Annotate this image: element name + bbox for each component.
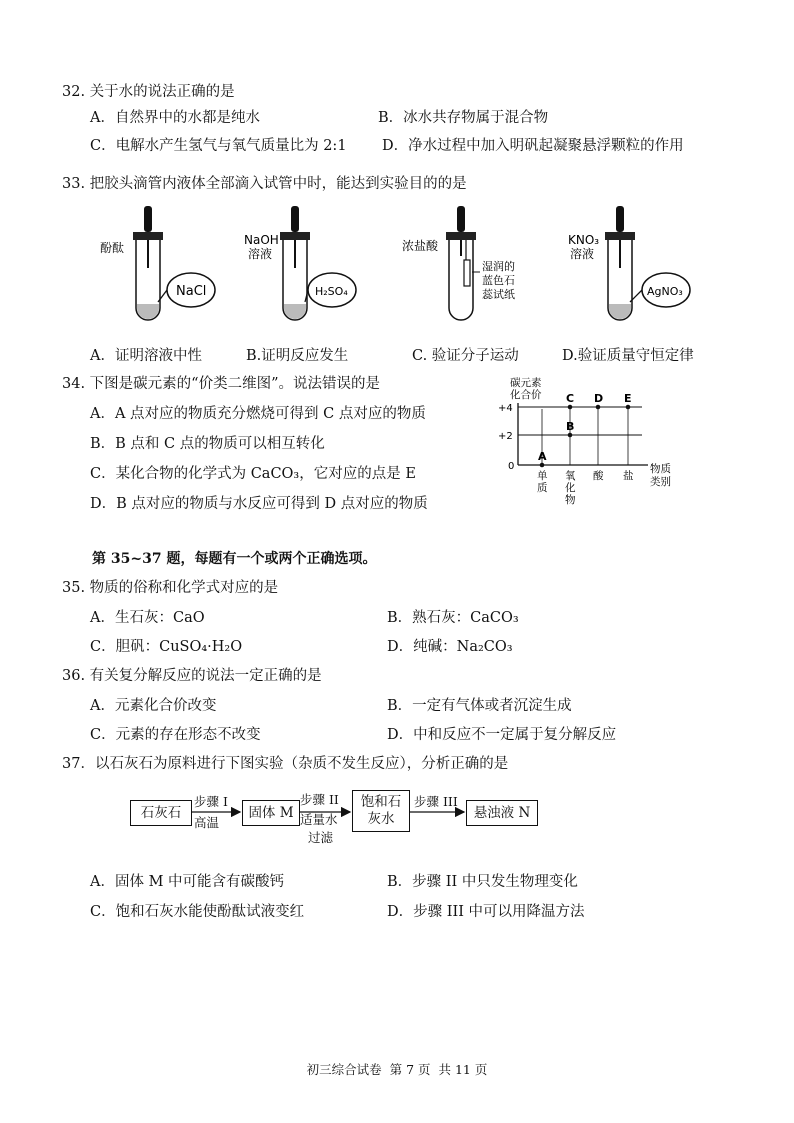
chart-point-D — [596, 405, 601, 410]
chart-category-label: 酸 — [593, 470, 604, 482]
chart-category-label: 单 — [537, 470, 548, 482]
flow-box-solid-m: 固体 M — [242, 800, 300, 826]
tube-1-figure — [100, 206, 215, 320]
chart-category-label: 化 — [565, 482, 576, 494]
q37-option-b: B．步骤 II 中只发生物理变化 — [387, 874, 578, 890]
q34-stem: 34. 下图是碳元素的“价类二维图”。说法错误的是 — [62, 376, 380, 392]
q36-option-a: A．元素化合价改变 — [90, 698, 217, 714]
q33-option-a: A．证明溶液中性 — [90, 348, 202, 364]
q32-option-b: B．冰水共存物属于混合物 — [378, 110, 549, 126]
q35-option-d: D．纯碱：Na₂CO₃ — [387, 639, 513, 655]
chart-point-A — [540, 463, 545, 468]
tube-4-reagent-line1: KNO₃ — [568, 233, 600, 247]
chart-category-label: 盐 — [623, 470, 634, 482]
q35-stem: 35. 物质的俗称和化学式对应的是 — [62, 580, 279, 596]
flow-box-limewater — [352, 790, 410, 832]
tube-4-figure — [568, 206, 690, 320]
flow-box3-line1: 饱和石 — [360, 794, 402, 810]
chart-ylabel-line1: 碳元素 — [510, 377, 542, 389]
q34-option-d: D．B 点对应的物质与水反应可得到 D 点对应的物质 — [90, 496, 428, 512]
flow-step1-bottom: 高温 — [194, 815, 220, 830]
chart-ytick-label: 0 — [508, 461, 515, 472]
q32-option-c: C．电解水产生氢气与氧气质量比为 2:1 — [90, 138, 347, 154]
tube-4-reagent-line2: 溶液 — [570, 247, 595, 261]
q35-option-c: C．胆矾：CuSO₄·H₂O — [90, 639, 243, 655]
flow-box-limestone: 石灰石 — [130, 800, 192, 826]
q36-option-c: C．元素的存在形态不改变 — [90, 727, 261, 743]
flow-step2-mid: 适量水 — [300, 812, 338, 827]
q32-option-a: A．自然界中的水都是纯水 — [90, 110, 260, 126]
tube-3-litmus-paper — [464, 260, 470, 286]
flow-step1-top: 步骤 I — [194, 794, 228, 809]
q37-option-a: A．固体 M 中可能含有碳酸钙 — [90, 874, 285, 890]
q37-option-d: D．步骤 III 中可以用降温方法 — [387, 904, 585, 920]
chart-point-label-A: A — [538, 450, 547, 463]
tube-1-stopper — [133, 232, 163, 240]
carbon-valence-class-chart — [480, 375, 700, 515]
q33-option-c: C. 验证分子运动 — [412, 348, 519, 364]
chart-point-C — [568, 405, 573, 410]
tube-2-reagent-line1: NaOH — [244, 233, 279, 247]
tube-1-dropper-bulb — [144, 206, 152, 232]
q33-option-d: D.验证质量守恒定律 — [562, 348, 694, 364]
chart-category-label: 物 — [565, 494, 576, 506]
chart-point-label-E: E — [624, 392, 632, 405]
tube-3-reagent-label: 浓盐酸 — [402, 239, 439, 253]
q32-option-d: D．净水过程中加入明矾起凝聚悬浮颗粒的作用 — [382, 138, 684, 154]
tube-3-paper-line3: 蕊试纸 — [482, 288, 515, 301]
q34-option-a: A．A 点对应的物质充分燃烧可得到 C 点对应的物质 — [90, 406, 426, 422]
q34-option-c: C．某化合物的化学式为 CaCO₃，它对应的点是 E — [90, 466, 416, 482]
chart-category-label: 氧 — [565, 470, 576, 482]
q37-stem: 37．以石灰石为原料进行下图实验（杂质不发生反应），分析正确的是 — [62, 756, 509, 772]
q35-option-a: A．生石灰：CaO — [90, 610, 205, 626]
flow-step2-top: 步骤 II — [300, 792, 339, 807]
page-footer: 初三综合试卷 第 7 页 共 11 页 — [306, 1062, 488, 1077]
flow-box3-line2: 灰水 — [367, 811, 395, 827]
q36-stem: 36. 有关复分解反应的说法一定正确的是 — [62, 668, 322, 684]
q37-option-c: C．饱和石灰水能使酚酞试液变红 — [90, 904, 305, 920]
q36-option-b: B．一定有气体或者沉淀生成 — [387, 698, 572, 714]
chart-xlabel-line1: 物质 — [650, 463, 671, 475]
q35-option-b: B．熟石灰：CaCO₃ — [387, 610, 519, 626]
q33-test-tube-figures — [100, 200, 720, 335]
q32-stem: 32. 关于水的说法正确的是 — [62, 84, 235, 100]
q33-stem: 33. 把胶头滴管内液体全部滴入试管中时，能达到实验目的的是 — [62, 176, 467, 192]
chart-category-label: 质 — [537, 482, 548, 494]
tube-2-figure — [244, 206, 356, 320]
chart-point-label-D: D — [594, 392, 604, 405]
chart-xlabel-line2: 类别 — [650, 476, 671, 488]
q36-option-d: D．中和反应不一定属于复分解反应 — [387, 727, 617, 743]
chart-point-label-B: B — [566, 420, 575, 433]
chart-ylabel-line2: 化合价 — [510, 389, 542, 401]
flow-step3-top: 步骤 III — [414, 794, 458, 809]
tube-2-reagent-line2: 溶液 — [248, 247, 273, 261]
chart-point-label-C: C — [566, 392, 575, 405]
chart-ytick-label: +2 — [498, 431, 513, 442]
tube-3-paper-line2: 蓝色石 — [482, 274, 515, 287]
tube-3-figure — [402, 206, 515, 320]
q33-option-b: B.证明反应发生 — [246, 348, 349, 364]
tube-2-bubble-label: H₂SO₄ — [315, 285, 348, 298]
tube-1-reagent-label: 酚酞 — [100, 241, 125, 255]
flow-step2-bottom: 过滤 — [308, 830, 334, 845]
chart-ytick-label: +4 — [498, 403, 513, 414]
tube-1-bubble-label: NaCl — [176, 284, 207, 299]
q34-option-b: B．B 点和 C 点的物质可以相互转化 — [90, 436, 325, 452]
chart-point-B — [568, 433, 573, 438]
tube-3-paper-line1: 湿润的 — [482, 260, 515, 273]
tube-4-bubble-label: AgNO₃ — [647, 285, 683, 298]
section-note: 第 35~37 题，每题有一个或两个正确选项。 — [92, 551, 377, 567]
flow-box-suspension-n: 悬浊液 N — [466, 800, 538, 826]
chart-point-E — [626, 405, 631, 410]
